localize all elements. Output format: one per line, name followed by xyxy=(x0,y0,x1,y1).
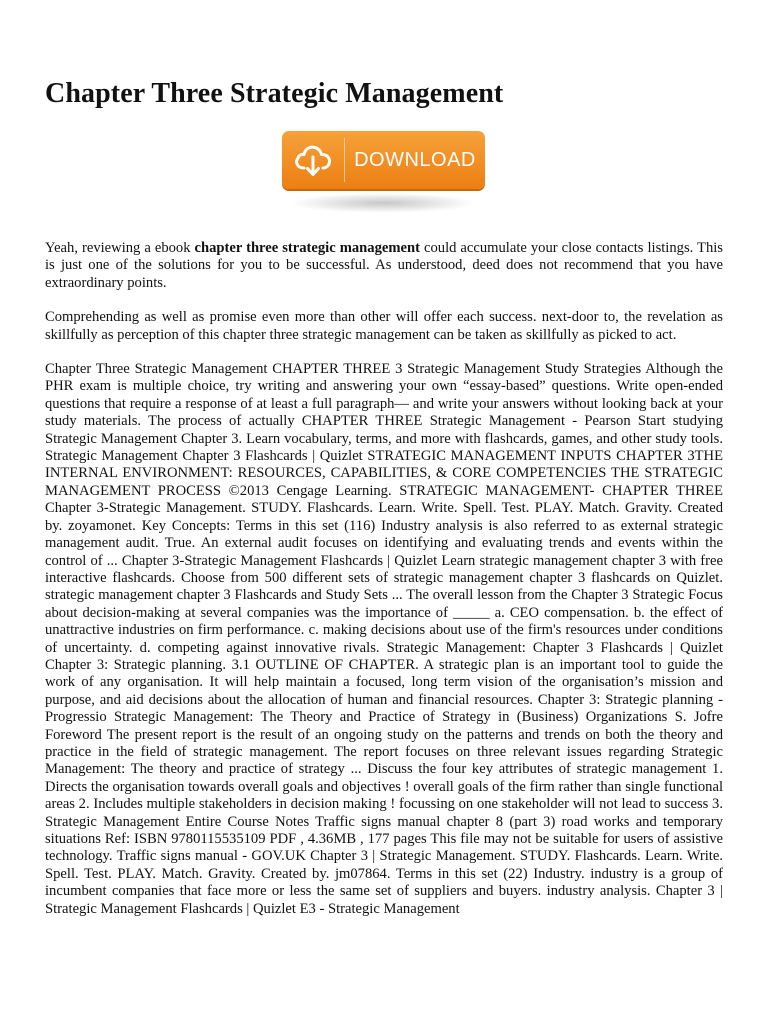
button-shadow xyxy=(290,193,477,213)
download-label: DOWNLOAD xyxy=(354,148,476,171)
intro-bold-keyword: chapter three strategic management xyxy=(194,240,420,256)
main-paragraph: Chapter Three Strategic Management CHAPTER THREE 3 Strategic Management Study Strategies Although the PHR exam is multiple choice, try writing and answering your own “essay-based” questions. Write open-ended questions that require a response of at least a full paragraph— and write your answers without looking back at your study materials. The process of actually CHAPTER THREE Strategic Management - Pearson Start studying Strategic Management Chapter 3. Learn vocabulary, terms, and more with flashcards, games, and other study tools. Strategic Management Chapter 3 Flashcards | Quizlet STRATEGIC MANAGEMENT INPUTS CHAPTER 3THE INTERNAL ENVIRONMENT: RESOURCES, CAPABILITIES, & CORE COMPETENCIES THE STRATEGIC MANAGEMENT PROCESS ©2013 Cengage Learning. STRATEGIC MANAGEMENT- CHAPTER THREE Chapter 3-Strategic Management. STUDY. Flashcards. Learn. Write. Spell. Test. PLAY. Match. Gravity. Created by. zoyamonet. Key Concepts: Terms in this set (116) Industry analysis is also referred to as external strategic management audit. True. An external audit focuses on identifying and evaluating trends and events within the control of ... Chapter 3-Strategic Management Flashcards | Quizlet Learn strategic management chapter 3 with free interactive flashcards. Choose from 500 different sets of strategic management chapter 3 flashcards on Quizlet. strategic management chapter 3 Flashcards and Study Sets ... The overall lesson from the Chapter 3 Strategic Focus about decision-making at several companies was the importance of _____ a. CEO compensation. b. the effect of unattractive industries on firm performance. c. making decisions about use of the firm's resources under conditions of uncertainty. d. competing against innovative rivals. Strategic Management: Chapter 3 Flashcards | Quizlet Chapter 3: Strategic planning. 3.1 OUTLINE OF CHAPTER. A strategic plan is an important tool to guide the work of any organisation. It will help maintain a focused, long term vision of the organisation’s mission and purpose, and aid decisions about the allocation of human and financial resources. Chapter 3: Strategic planning - Progressio Strategic Management: The Theory and Practice of Strategy in (Business) Organizations S. Jofre Foreword The present report is the result of an ongoing study on the patterns and trends on both the theory and practice in the field of strategic management. The report focuses on three relevant issues regarding Strategic Management: The theory and practice of strategy ... Discuss the four key attributes of strategic management 1. Directs the organisation towards overall goals and objectives ! overall goals of the firm rather than single functional areas 2. Includes multiple stakeholders in decision making ! focussing on one stakeholder will not lead to success 3. Strategic Management Entire Course Notes Traffic signs manual chapter 8 (part 3) road works and temporary situations Ref: ISBN 9780115535109 PDF , 4.36MB , 177 pages This file may not be suitable for users of assistive technology. Traffic signs manual - GOV.UK Chapter 3 | Strategic Management. STUDY. Flashcards. Learn. Write. Spell. Test. PLAY. Match. Gravity. Created by. jm07864. Terms in this set (22) Industry. industry is a group of incumbent companies that face more or less the same set of suppliers and buyers. industry analysis. Chapter 3 | Strategic Management Flashcards | Quizlet E3 - Strategic Management xyxy=(45,361,723,917)
body-text xyxy=(45,240,723,935)
intro-after: could accumulate your close contacts listings. This is just one of the solutions for you to be successful. As understood, deed does not recommend that you have extraordinary points. xyxy=(45,240,723,291)
download-banner xyxy=(282,131,485,221)
intro-paragraph xyxy=(45,240,723,292)
intro-before: Yeah, reviewing a ebook xyxy=(45,240,195,256)
cloud-download-icon xyxy=(282,131,344,189)
page-title: Chapter Three Strategic Management xyxy=(45,78,504,109)
download-button[interactable] xyxy=(282,131,485,189)
second-paragraph: Comprehending as well as promise even more than other will offer each success. next-door to, the revelation as skillfully as perception of this chapter three strategic management can be taken as skillfully as picked to act. xyxy=(45,309,723,343)
